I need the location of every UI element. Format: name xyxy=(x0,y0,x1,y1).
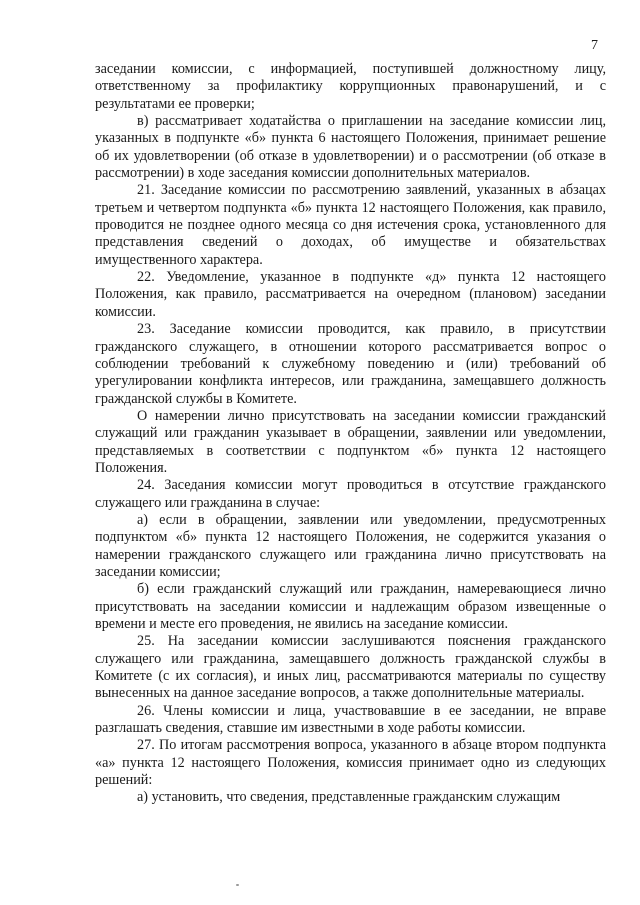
paragraph: 23. Заседание комиссии проводится, как правило, в присутствии гражданского служащего, в отношении которого рассматривается вопрос о соблюдении требований к служебному поведению и (или) требований об урегулировании конфликта интересов, или гражданина, замещавшего должность гражданской службы в Комитете. xyxy=(95,321,606,407)
paragraph: заседании комиссии, с информацией, поступившей должностному лицу, ответственному за профилактику коррупционных правонарушений, и с результатами ее проверки; xyxy=(95,61,606,112)
document-body xyxy=(95,61,606,807)
page-number: 7 xyxy=(591,38,598,53)
paragraph: 22. Уведомление, указанное в подпункте «д» пункта 12 настоящего Положения, как правило, рассматривается на очередном (плановом) заседании комиссии. xyxy=(95,269,606,320)
paragraph: а) установить, что сведения, представленные гражданским служащим xyxy=(137,789,561,806)
scan-speck xyxy=(236,884,239,886)
paragraph: 26. Члены комиссии и лица, участвовавшие в ее заседании, не вправе разглашать сведения, ставшие им известными в ходе работы комиссии. xyxy=(95,702,606,737)
paragraph: в) рассматривает ходатайства о приглашении на заседание комиссии лиц, указанных в подпункте «б» пункта 6 настоящего Положения, принимает решение об их удовлетворении (об отказе в удовлетворении) и о рассмотрении (об отказе в рассмотрении) в ходе заседания комиссии дополнительных материалов. xyxy=(95,113,606,182)
paragraph: 27. По итогам рассмотрения вопроса, указанного в абзаце втором подпункта «а» пункта 12 настоящего Положения, комиссия принимает одно из следующих решений: xyxy=(95,737,606,789)
paragraph: О намерении лично присутствовать на заседании комиссии гражданский служащий или гражданин указывает в обращении, заявлении или уведомлении, представляемых в соответствии с подпунктом «б» пункта 12 настоящего Положения. xyxy=(95,407,606,476)
paragraph: 25. На заседании комиссии заслушиваются пояснения гражданского служащего или гражданина, замещавшего должность гражданской службы в Комитете (с их согласия), и иных лиц, рассматриваются материалы по существу вынесенных на данное заседание вопросов, а также дополнительные материалы. xyxy=(95,633,606,702)
paragraph: б) если гражданский служащий или гражданин, намеревающиеся лично присутствовать на заседании комиссии и надлежащим образом извещенные о времени и месте его проведения, не явились на заседание комиссии. xyxy=(95,581,606,632)
paragraph: а) если в обращении, заявлении или уведомлении, предусмотренных подпунктом «б» пункта 12 настоящего Положения, не содержится указания о намерении гражданского служащего или гражданина лично присутствовать на заседании комиссии; xyxy=(95,511,606,580)
paragraph: 24. Заседания комиссии могут проводиться в отсутствие гражданского служащего или гражданина в случае: xyxy=(95,477,606,511)
paragraph: 21. Заседание комиссии по рассмотрению заявлений, указанных в абзацах третьем и четвертом подпункта «б» пункта 12 настоящего Положения, как правило, проводится не позднее одного месяца со дня истечения срока, установленного для представления сведений о доходах, об имуществе и обязательствах имущественного характера. xyxy=(95,182,606,268)
